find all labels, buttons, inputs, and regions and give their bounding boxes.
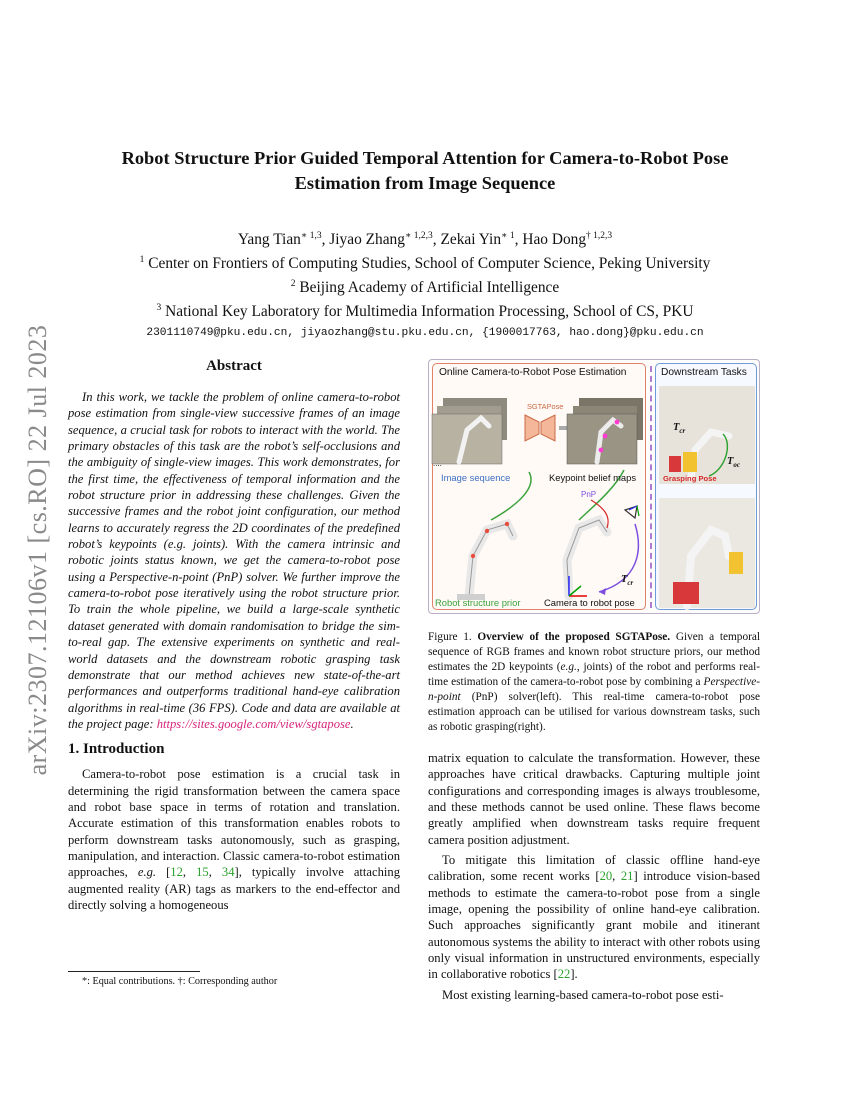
- t-cr-label: $T_{cr}$: [621, 574, 634, 588]
- paper-title: [60, 146, 790, 196]
- author-emails: 2301110749@pku.edu.cn, jiyaozhang@stu.pku.edu.cn, {1900017763, hao.dong}@pku.edu.cn: [146, 326, 704, 339]
- right-paragraph-2: To mitigate this limitation of classic offline hand-eye calibration, some recent works [20, 21] introduce vision-based methods to estimate the camera-to-robot pose from a single image, opening the possibility of online hand-eye calibration. Such approaches significantly grant mobile and itinerant autonomous systems the ability to interact with other robots using only visual information in unstructured environments, especially in collaborative robotics [22].: [428, 853, 760, 982]
- abstract-body: In this work, we tackle the problem of online camera-to-robot pose estimation from single-view successive frames of an image sequence, a crucial task for robots to interact with the world. The primary obstacles of this task are the robot’s self-occlusions and the ambiguity of single-view images. This work demonstrates, for the first time, the effectiveness of temporal information and the robot structure prior in addressing these challenges. Given the successive frames and the robot joint configuration, our method learns to accurately regress the 2D coordinates of the predefined robot’s keypoints (e.g. joints). With the camera intrinsic and robotic joints status known, we get the camera-to-robot pose using a Perspective-n-point (PnP) solver. We further improve the camera-to-robot pose iteratively using the robot structure prior. To train the whole pipeline, we build a large-scale synthetic dataset generated with domain randomisation to bridge the sim-to-real gap. The extensive experiments on synthetic and real-world datasets and the downstream robotic grasping task demonstrate that our method achieves new state-of-the-art performances and outperforms traditional hand-eye calibration algorithms in real-time (36 FPS). Code and data are available at the project page: https://sites.google.com/view/sgtapose.: [68, 390, 400, 731]
- sgtapose-module-icon: [525, 415, 539, 441]
- arxiv-identifier-stamp: [16, 300, 60, 800]
- paper-title-line-2: Estimation from Image Sequence: [294, 173, 556, 193]
- author-marks: ∗ 1,2,3: [404, 231, 433, 241]
- author-marks: † 1,2,3: [586, 231, 613, 241]
- sequence-dots: ....: [433, 459, 442, 468]
- author-name: Zekai Yin: [440, 231, 502, 249]
- left-column: [68, 358, 400, 913]
- abstract-heading: Abstract: [206, 358, 262, 374]
- project-page-link[interactable]: https://sites.google.com/view/sgtapose: [156, 716, 351, 731]
- author-name: Hao Dong: [522, 231, 587, 249]
- arxiv-identifier-text: arXiv:2307.12106v1 [cs.RO] 22 Jul 2023: [23, 324, 52, 776]
- right-paragraph-3: Most existing learning-based camera-to-robot pose esti-: [442, 987, 724, 1002]
- figure-caption: Figure 1. Overview of the proposed SGTAPose. Given a temporal sequence of RGB frames and known robot structure priors, our method estimates the 2D keypoints (e.g., joints) of the robot and performs real-time estimation of the camera-to-robot pose by combining a Perspective-n-point (PnP) solver(left). This real-time camera-to-robot pose estimation approach can be utilised for various downstream tasks, such as robotic grasping(right).: [428, 631, 761, 733]
- citation-link[interactable]: 20: [599, 869, 613, 884]
- citation-link[interactable]: 34: [221, 865, 235, 880]
- t-cr-label-right: $T_{cr}$: [673, 422, 686, 436]
- figure-left-title: Online Camera-to-Robot Pose Estimation: [439, 367, 627, 378]
- introduction-paragraph: Camera-to-robot pose estimation is a crucial task in determining the rigid transformation between the camera space and robot base space in terms of rotation and translation. Accurate estimation of this transformation enables robots to perform downstream tasks autonomously, such as grasping, manipulation, and interaction. Classic camera-to-robot estimation approaches, e.g. [12, 15, 34], typically involve attaching augmented reality (AR) tags as markers to the end-effector and directly solving a homogeneous: [68, 767, 400, 912]
- robot-structure-prior-label: Robot structure prior: [435, 597, 521, 608]
- paper-title-line-1: Robot Structure Prior Guided Temporal Attention for Camera-to-Robot Pose: [121, 148, 729, 168]
- citation-link[interactable]: 12: [170, 865, 183, 880]
- figure-illustration: [429, 360, 761, 615]
- citation-link[interactable]: 22: [557, 967, 571, 982]
- affiliation-1: $^1$ Center on Frontiers of Computing Studies, School of Computer Science, Peking University: [139, 255, 711, 273]
- figure-right-title: Downstream Tasks: [661, 367, 747, 378]
- right-column: [428, 359, 760, 1003]
- author-name: Jiyao Zhang: [329, 231, 405, 249]
- affiliation-3: $^3$ National Key Laboratory for Multimedia Information Processing, School of CS, PKU: [156, 303, 694, 321]
- image-sequence-label: Image sequence: [441, 472, 511, 483]
- footnote-divider: [68, 971, 200, 972]
- author-block: [60, 226, 790, 343]
- camera-to-robot-pose-label: Camera to robot pose: [544, 597, 635, 608]
- author-list: Yang Tian$^{∗ 1,3}$, Jiyao Zhang$^{∗ 1,2,3}$, Zekai Yin$^{∗ 1}$, Hao Dong$^{\dagger 1,2,3}$: [237, 231, 613, 249]
- citation-link[interactable]: 21: [620, 869, 634, 884]
- right-paragraph-1: matrix equation to calculate the transformation. However, these approaches have critical drawbacks. Capturing multiple joint configurations and corresponding images is always troublesome, and these methods cannot be used online. These flaws become greatly amplified when downstream tasks require frequent camera position adjustment.: [428, 751, 760, 847]
- footnote: *: Equal contributions. †: Corresponding author: [82, 976, 278, 987]
- author-marks: ∗ 1: [501, 231, 515, 241]
- keypoint-belief-maps-label: Keypoint belief maps: [549, 472, 637, 483]
- introduction-heading: 1. Introduction: [68, 741, 165, 758]
- camera-icon: [625, 506, 637, 518]
- grasping-pose-label: Grasping Pose: [663, 474, 717, 483]
- overview-figure: [428, 359, 760, 614]
- pnp-label: PnP: [581, 490, 597, 499]
- robot-structure-prior-image: [469, 524, 513, 596]
- sgtapose-module-label: SGTAPose: [527, 402, 564, 411]
- citation-link[interactable]: 15: [196, 865, 209, 880]
- author-marks: ∗ 1,3: [300, 231, 322, 241]
- affiliation-2: $^2$ Beijing Academy of Artificial Intelligence: [290, 279, 560, 297]
- author-name: Yang Tian: [237, 231, 301, 249]
- camera-to-robot-pose-image: [567, 520, 607, 596]
- t-oc-label: $T_{oc}$: [727, 456, 740, 470]
